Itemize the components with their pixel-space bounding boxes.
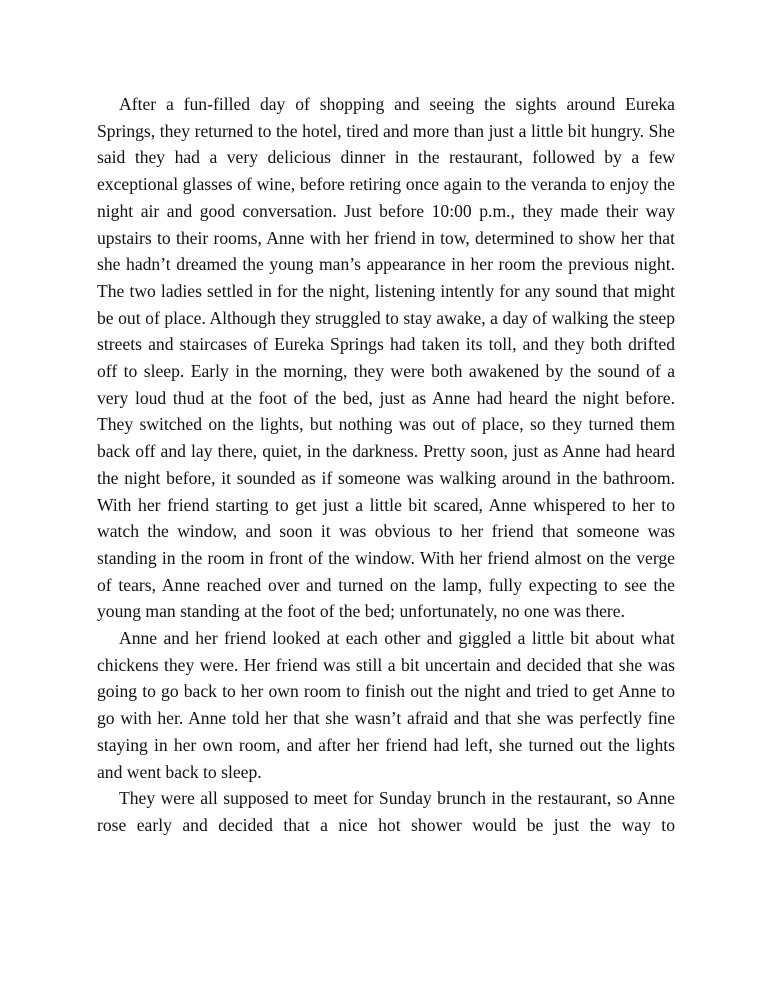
paragraph-1: After a fun-filled day of shopping and seeing the sights around Eureka Springs, they returned to the hotel, tired and more than just a little bit hungry. She said they had a very delicious dinner in the restaurant, followed by a few exceptional glasses of wine, before retiring once again to the veranda to enjoy the night air and good conversation. Just before 10:00 p.m., they made their way upstairs to their rooms, Anne with her friend in tow, determined to show her that she hadn’t dreamed the young man’s appearance in her room the previous night. The two ladies settled in for the night, listening intently for any sound that might be out of place. Although they struggled to stay awake, a day of walking the steep streets and staircases of Eureka Springs had taken its toll, and they both drifted off to sleep. Early in the morning, they were both awakened by the sound of a very loud thud at the foot of the bed, just as Anne had heard the night before. They switched on the lights, but nothing was out of place, so they turned them back off and lay there, quiet, in the darkness. Pretty soon, just as Anne had heard the night before, it sounded as if someone was walking around in the bathroom. With her friend starting to get just a little bit scared, Anne whispered to her to watch the window, and soon it was obvious to her friend that someone was standing in the room in front of the window. With her friend almost on the verge of tears, Anne reached over and turned on the lamp, fully expecting to see the young man standing at the foot of the bed; unfortunately, no one was there. [97,94,675,622]
body-text [97,91,675,839]
paragraph-3: They were all supposed to meet for Sunday brunch in the restaurant, so Anne rose early and decided that a nice hot shower would be just the way to [97,788,675,835]
paragraph-2: Anne and her friend looked at each other and giggled a little bit about what chickens they were. Her friend was still a bit uncertain and decided that she was going to go back to her own room to finish out the night and tried to get Anne to go with her. Anne told her that she wasn’t afraid and that she was perfectly fine staying in her own room, and after her friend had left, she turned out the lights and went back to sleep. [97,628,675,782]
